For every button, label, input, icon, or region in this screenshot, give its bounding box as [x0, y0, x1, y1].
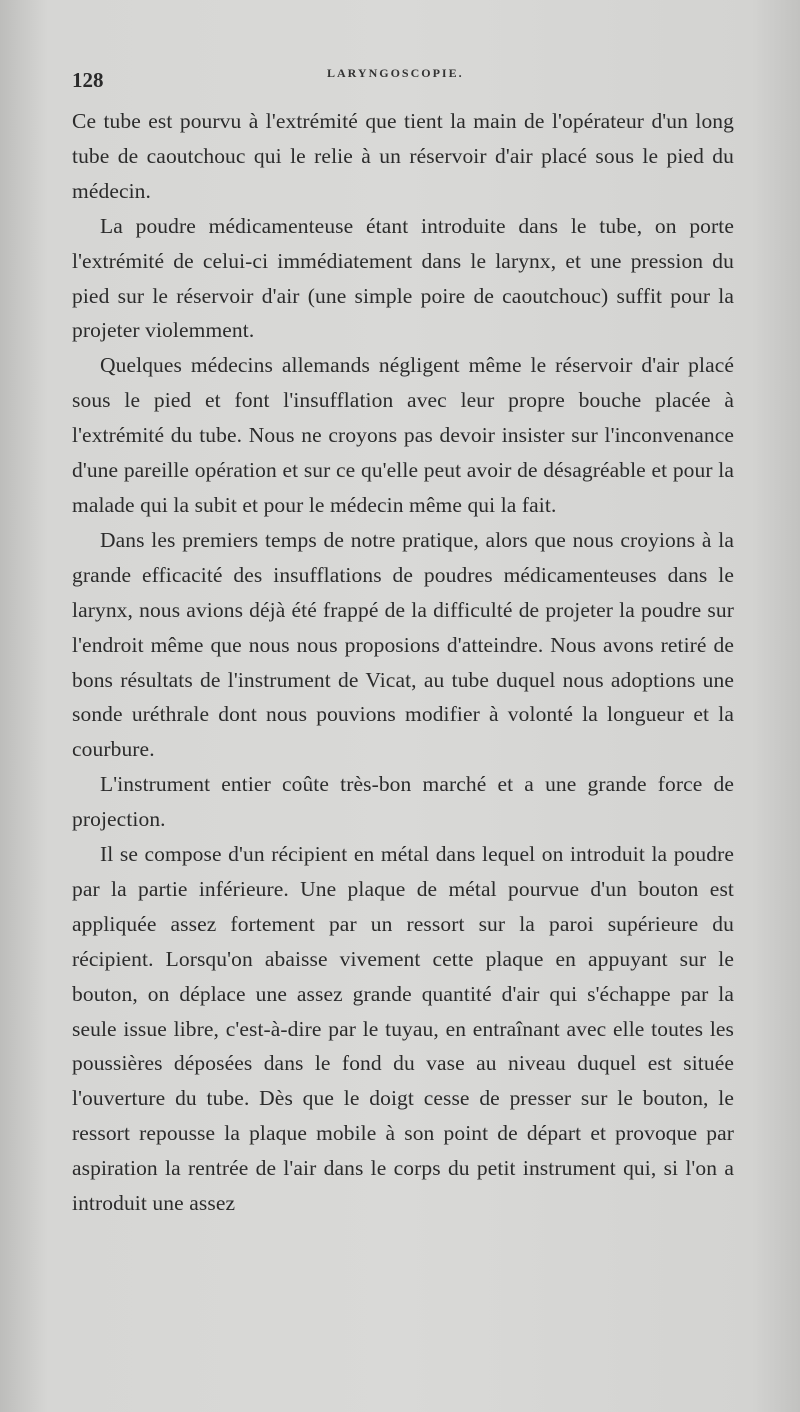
paragraph-5: L'instrument entier coûte très-bon marché et a une grande force de projection.: [72, 772, 734, 832]
paragraph-3: Quelques médecins allemands négligent même le réservoir d'air placé sous le pied et font l'insufflation avec leur propre bouche placée à l'extrémité du tube. Nous ne croyons pas devoir insister sur l'inconvenance d'une pareille opération et sur ce qu'elle peut avoir de désagréable et pour la malade qui la subit et pour le médecin même qui la fait.: [72, 353, 734, 517]
body-text: [72, 104, 734, 1221]
running-title: LARYNGOSCOPIE.: [327, 66, 464, 80]
page-number: 128: [72, 68, 104, 92]
paragraph-1: Ce tube est pourvu à l'extrémité que tient la main de l'opérateur d'un long tube de caoutchouc qui le relie à un réservoir d'air placé sous le pied du médecin.: [72, 109, 734, 203]
paragraph-4: Dans les premiers temps de notre pratique, alors que nous croyions à la grande efficacité des insufflations de poudres médicamenteuses dans le larynx, nous avions déjà été frappé de la difficulté de projeter la poudre sur l'endroit même que nous nous proposions d'atteindre. Nous avons retiré de bons résultats de l'instrument de Vicat, au tube duquel nous adoptions une sonde uréthrale dont nous pouvions modifier à volonté la longueur et la courbure.: [72, 527, 734, 762]
paragraph-6: Il se compose d'un récipient en métal dans lequel on introduit la poudre par la partie inférieure. Une plaque de métal pourvue d'un bouton est appliquée assez fortement par un ressort sur la paroi supérieure du récipient. Lorsqu'on abaisse vivement cette plaque en appuyant sur le bouton, on déplace une assez grande quantité d'air qui s'échappe par la seule issue libre, c'est-à-dire par le tuyau, en entraînant avec elle toutes les poussières déposées dans le fond du vase au niveau duquel est située l'ouverture du tube. Dès que le doigt cesse de presser sur le bouton, le ressort repousse la plaque mobile à son point de départ et provoque par aspiration la rentrée de l'air dans le corps du petit instrument qui, si l'on a introduit une assez: [72, 842, 734, 1216]
paragraph-2: La poudre médicamenteuse étant introduite dans le tube, on porte l'extrémité de celui-ci immédiatement dans le larynx, et une pression du pied sur le réservoir d'air (une simple poire de caoutchouc) suffit pour la projeter violemment.: [72, 213, 734, 343]
page-header: [72, 62, 732, 92]
